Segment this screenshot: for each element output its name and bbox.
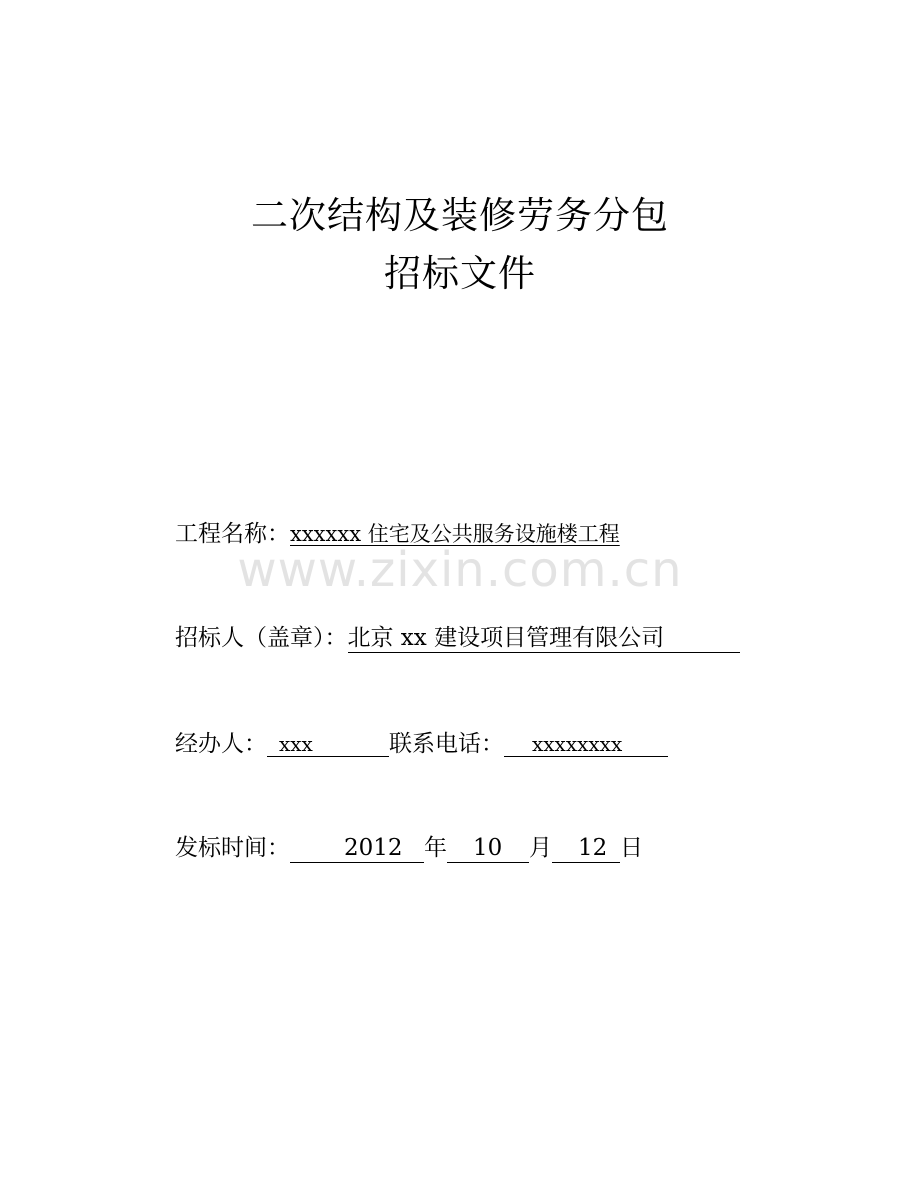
watermark: www.zixin.com.cn [237,542,683,598]
document-title-line2: 招标文件 [384,252,536,295]
tenderer-row [175,627,740,653]
issue-date-row [175,837,643,863]
phone-value: xxxxxxxx [504,734,668,757]
project-name-row [175,523,620,546]
agent-value: xxx [267,734,389,757]
agent-label: 经办人： [175,731,267,757]
issue-date-label: 发标时间： [175,835,290,861]
issue-year-unit: 年 [424,835,447,861]
tenderer-label: 招标人（盖章）： [175,625,348,651]
phone-label: 联系电话： [389,731,504,757]
issue-day-unit: 日 [620,835,643,861]
document-title-line1: 二次结构及装修劳务分包 [251,194,669,237]
project-name-value: xxxxxx 住宅及公共服务设施楼工程 [290,522,620,546]
issue-year-value: 2012 [290,837,424,863]
contact-row [175,733,668,757]
issue-day-value: 12 [552,837,620,863]
issue-month-value: 10 [447,837,529,863]
project-name-label: 工程名称： [175,521,290,547]
tenderer-value: 北京 xx 建设项目管理有限公司 [348,627,740,653]
issue-month-unit: 月 [529,835,552,861]
